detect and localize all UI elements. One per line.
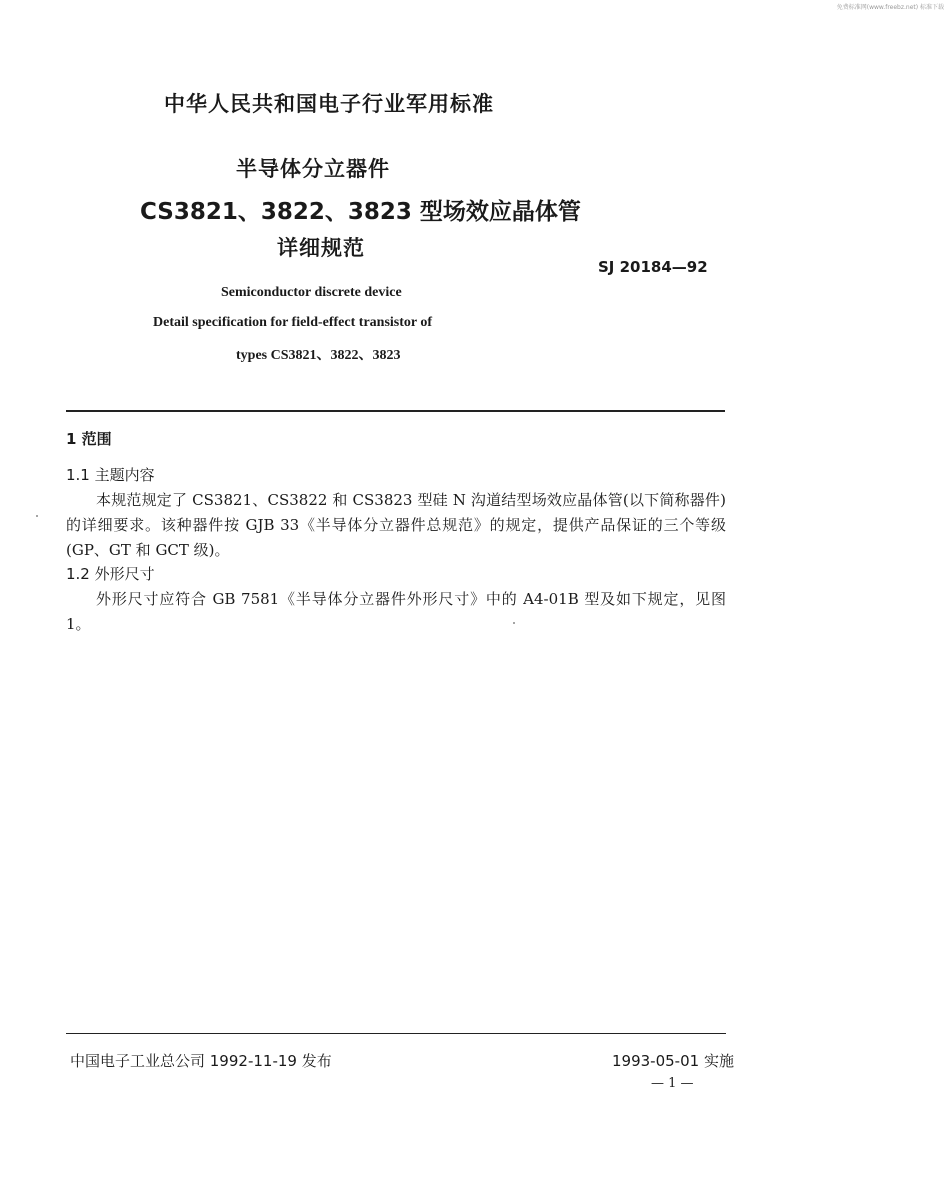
section-1-2-heading: 1.2 外形尺寸 [66,565,155,583]
title-line-2: CS3821、3822、3823 型场效应晶体管 [140,199,581,225]
download-stamp: 免费标准网(www.freebz.net) 标准下载 [836,4,944,11]
english-title-line-2: Detail specification for field-effect transistor of [153,315,433,330]
effective-statement: 1993-05-01 实施 [612,1052,734,1070]
standard-category-header: 中华人民共和国电子行业军用标准 [164,92,494,116]
page-number: — 1 — [651,1076,694,1091]
standard-number: SJ 20184—92 [598,258,708,276]
section-1-2-text: 外形尺寸应符合 GB 7581《半导体分立器件外形尺寸》中的 A4-01B 型及如下规定，见图 1。 [66,590,726,633]
title-line-1: 半导体分立器件 [236,157,390,181]
issue-statement: 中国电子工业总公司 1992-11-19 发布 [70,1052,332,1070]
footer-divider [66,1033,726,1034]
section-1-heading: 1 范围 [66,430,112,448]
section-1-1-text: 本规范规定了 CS3821、CS3822 和 CS3823 型硅 N 沟道结型场效应晶体管(以下简称器件)的详细要求。该种器件按 GJB 33《半导体分立器件总规范》的规定，提供产品保证的三个等级(GP、GT 和 GCT 级)。 [66,491,726,559]
scan-speck [36,515,38,517]
title-line-3: 详细规范 [277,236,365,260]
english-title-line-1: Semiconductor discrete device [221,285,402,300]
english-title-line-3: types CS3821、3822、3823 [236,348,401,363]
header-divider [66,410,725,412]
section-1-1-heading: 1.1 主题内容 [66,466,155,484]
scan-speck [513,622,515,624]
